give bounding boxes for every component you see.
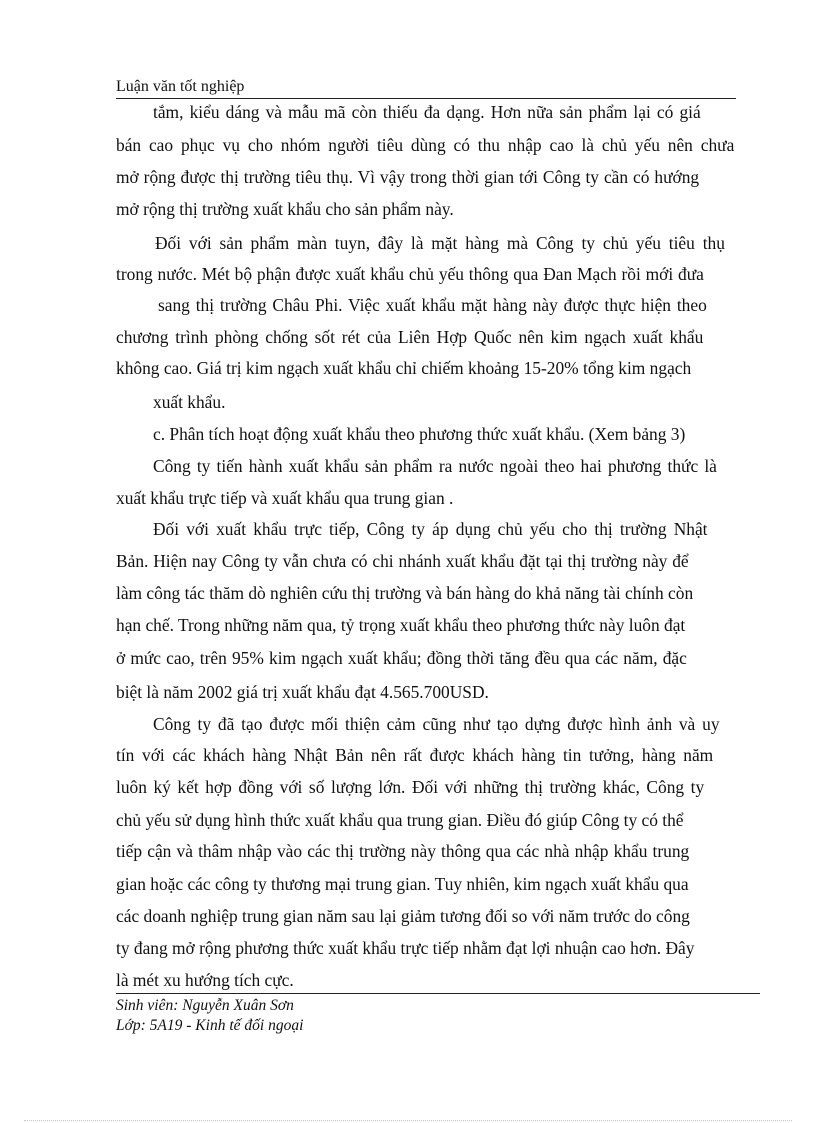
text-line: ở mức cao, trên 95% kim ngạch xuất khẩu; đồng thời tăng đều qua các năm, đặc: [116, 648, 687, 668]
text-line: Đối với xuất khẩu trực tiếp, Công ty áp dụng chủ yếu cho thị trường Nhật: [153, 519, 708, 539]
text-line: chương trình phòng chống sốt rét của Liên Hợp Quốc nên kim ngạch xuất khẩu: [116, 327, 704, 347]
text-line: làm công tác thăm dò nghiên cứu thị trường và bán hàng do khả năng tài chính còn: [116, 583, 694, 603]
header-title: Luận văn tốt nghiệp: [116, 78, 245, 95]
header-divider: [116, 98, 736, 99]
page-bottom-divider: [24, 1120, 792, 1121]
text-line: Bản. Hiện nay Công ty vẫn chưa có chi nhánh xuất khẩu đặt tại thị trường này để: [116, 551, 689, 571]
text-line: ty đang mở rộng phương thức xuất khẩu trực tiếp nhằm đạt lợi nhuận cao hơn. Đây: [116, 938, 695, 958]
text-line: là mét xu hướng tích cực.: [116, 970, 294, 990]
text-line: luôn ký kết hợp đồng với số lượng lớn. Đối với những thị trường khác, Công ty: [116, 777, 705, 797]
text-line: sang thị trường Châu Phi. Việc xuất khẩu mặt hàng này được thực hiện theo: [158, 295, 707, 315]
text-line: xuất khẩu.: [153, 392, 226, 412]
text-line: tắm, kiểu dáng và mẫu mã còn thiếu đa dạng. Hơn nữa sản phẩm lại có giá: [153, 102, 701, 122]
text-line: gian hoặc các công ty thương mại trung gian. Tuy nhiên, kim ngạch xuất khẩu qua: [116, 874, 689, 894]
text-line: chủ yếu sử dụng hình thức xuất khẩu qua trung gian. Điều đó giúp Công ty có thể: [116, 810, 684, 830]
text-line: không cao. Giá trị kim ngạch xuất khẩu chỉ chiếm khoảng 15-20% tổng kim ngạch: [116, 358, 692, 378]
text-line: tín với các khách hàng Nhật Bản nên rất được khách hàng tin tưởng, hàng năm: [116, 745, 714, 765]
text-line: Công ty tiến hành xuất khẩu sản phẩm ra nước ngoài theo hai phương thức là: [153, 456, 717, 476]
text-line: Công ty đã tạo được mối thiện cảm cũng như tạo dựng được hình ảnh và uy: [153, 714, 720, 734]
text-line: mở rộng được thị trường tiêu thụ. Vì vậy trong thời gian tới Công ty cần có hướng: [116, 167, 700, 187]
text-line: xuất khẩu trực tiếp và xuất khẩu qua trung gian .: [116, 488, 454, 508]
text-line: các doanh nghiệp trung gian năm sau lại giảm tương đối so với năm trước do công: [116, 906, 690, 926]
text-line: bán cao phục vụ cho nhóm người tiêu dùng có thu nhập cao là chủ yếu nên chưa: [116, 135, 735, 155]
footer-divider: [116, 993, 760, 994]
footer-class: Lớp: 5A19 - Kinh tế đối ngoại: [116, 1017, 304, 1034]
text-line: Đối với sản phẩm màn tuyn, đây là mặt hàng mà Công ty chủ yếu tiêu thụ: [155, 233, 725, 253]
footer-student: Sinh viên: Nguyễn Xuân Sơn: [116, 997, 294, 1014]
text-line: hạn chế. Trong những năm qua, tỷ trọng xuất khẩu theo phương thức này luôn đạt: [116, 615, 686, 635]
text-line: mở rộng thị trường xuất khẩu cho sản phẩm này.: [116, 199, 454, 219]
text-line: c. Phân tích hoạt động xuất khẩu theo phương thức xuất khẩu. (Xem bảng 3): [153, 424, 686, 444]
text-line: tiếp cận và thâm nhập vào các thị trường này thông qua các nhà nhập khẩu trung: [116, 841, 690, 861]
text-line: trong nước. Mét bộ phận được xuất khẩu chủ yếu thông qua Đan Mạch rồi mới đưa: [116, 264, 704, 284]
text-line: biệt là năm 2002 giá trị xuất khẩu đạt 4.565.700USD.: [116, 682, 489, 702]
